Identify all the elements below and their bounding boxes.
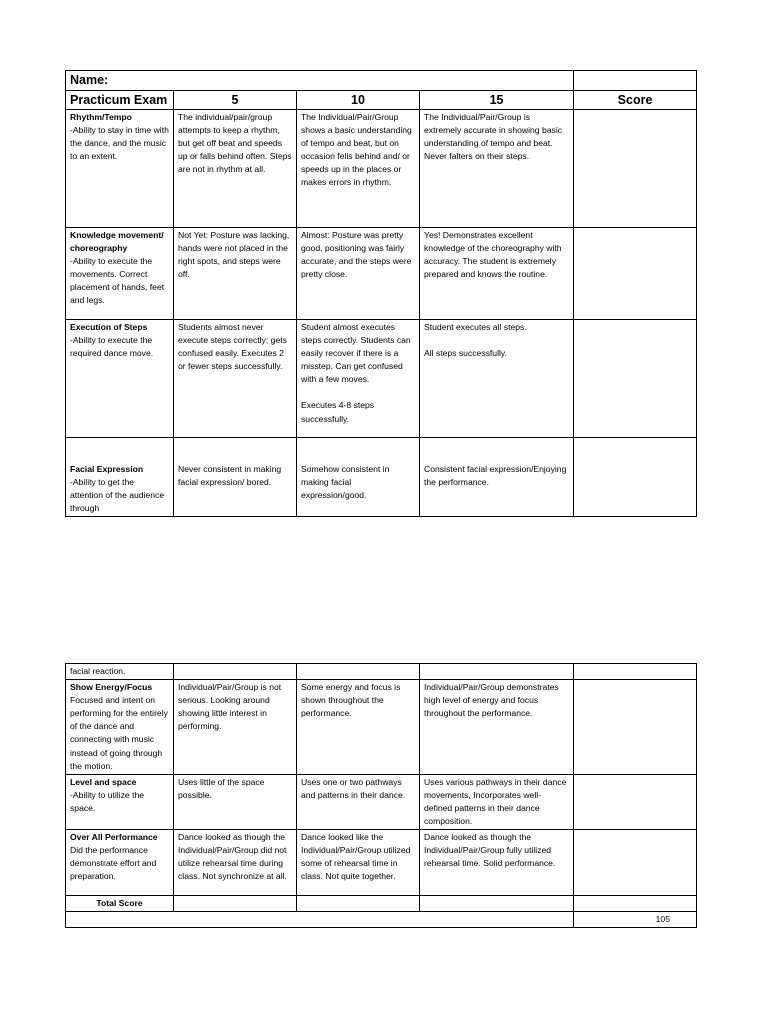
criterion-title: Rhythm/Tempo [70, 112, 132, 122]
level-10-cell: Dance looked like the Individual/Pair/Group utilized some of rehearsal time in class. Not quite together. [297, 830, 420, 896]
level-5-cell: Dance looked as though the Individual/Pair/Group did not utilize rehearsal time during class. Not synchronize at all. [174, 830, 297, 896]
criterion-cell [66, 680, 174, 775]
level-10-text-extra: Executes 4-8 steps successfully. [301, 400, 375, 424]
level-15-cell: Consistent facial expression/Enjoying the performance. [420, 438, 574, 517]
empty-cell [574, 664, 697, 680]
criterion-title: Knowledge movement/ choreography [70, 230, 164, 254]
empty-cell [174, 664, 297, 680]
score-cell [574, 774, 697, 829]
score-cell [574, 320, 697, 438]
level-5-cell: Uses little of the space possible. [174, 774, 297, 829]
continuation-row [66, 664, 697, 680]
level-15-cell: Individual/Pair/Group demonstrates high level of energy and focus throughout the performance. [420, 680, 574, 775]
level-5-cell: Never consistent in making facial expression/ bored. [174, 438, 297, 517]
total-label: Total Score [66, 896, 174, 912]
rubric-row-level-space [66, 774, 697, 829]
level-10-cell: Almost: Posture was pretty good, positioning was fairly accurate, and the steps were pretty close. [297, 228, 420, 320]
empty-cell [297, 896, 420, 912]
header-score: Score [574, 91, 697, 110]
criterion-desc: -Ability to stay in time with the dance, and the music to an extent. [70, 125, 169, 162]
name-row [66, 71, 697, 91]
level-10-cell: Some energy and focus is shown throughout the performance. [297, 680, 420, 775]
header-col-10: 10 [297, 91, 420, 110]
level-10-cell: Somehow consistent in making facial expression/good. [297, 438, 420, 517]
level-15-cell [420, 320, 574, 438]
name-score-cell [574, 71, 697, 91]
criterion-title: Execution of Steps [70, 322, 148, 332]
level-10-cell: Uses one or two pathways and patterns in their dance. [297, 774, 420, 829]
level-5-cell: The individual/pair/group attempts to keep a rhythm, but get off beat and speeds up or falls behind often. Steps are not in rhythm at all. [174, 110, 297, 228]
header-title: Practicum Exam [66, 91, 174, 110]
continuation-text: facial reaction. [66, 664, 174, 680]
criterion-desc: -Ability to execute the required dance move. [70, 335, 154, 359]
empty-cell [574, 896, 697, 912]
criterion-title: Level and space [70, 776, 137, 787]
empty-cell [420, 896, 574, 912]
criterion-desc: Did the performance demonstrate effort and preparation. [70, 845, 157, 882]
header-col-5: 5 [174, 91, 297, 110]
rubric-table-page2 [65, 663, 697, 928]
level-15-cell: Dance looked as though the Individual/Pair/Group fully utilized rehearsal time. Solid performance. [420, 830, 574, 896]
rubric-table-page1 [65, 70, 697, 517]
total-value-row [66, 912, 697, 928]
criterion-cell [66, 774, 174, 829]
criterion-title: Show Energy/Focus [70, 682, 153, 693]
score-cell [574, 438, 697, 517]
criterion-desc: -Ability to utilize the space. [70, 789, 145, 813]
criterion-cell [66, 320, 174, 438]
level-15-text-extra: All steps successfully. [424, 348, 507, 359]
score-cell [574, 830, 697, 896]
level-5-cell: Not Yet: Posture was lacking, hands were not placed in the right spots, and steps were off. [174, 228, 297, 320]
rubric-row-facial [66, 438, 697, 517]
criterion-cell [66, 228, 174, 320]
empty-cell [420, 664, 574, 680]
level-15-cell: Yes! Demonstrates excellent knowledge of the choreography with accuracy. The student is extremely prepared and knows the routine. [420, 228, 574, 320]
rubric-row-knowledge [66, 228, 697, 320]
rubric-row-rhythm [66, 110, 697, 228]
level-10-cell [297, 320, 420, 438]
criterion-title: Facial Expression [70, 464, 144, 474]
level-15-text: Student executes all steps. [424, 322, 527, 332]
rubric-row-execution [66, 320, 697, 438]
criterion-title: Over All Performance [70, 832, 158, 843]
level-10-text: Student almost executes steps correctly. Students can easily recover if there is a misstep. Can get confused with a few moves. [301, 322, 411, 385]
total-row [66, 896, 697, 912]
level-15-cell: The Individual/Pair/Group is extremely accurate in showing basic understanding of tempo and beat. Never falters on their steps. [420, 110, 574, 228]
empty-cell [297, 664, 420, 680]
level-15-cell: Uses various pathways in their dance movements, Incorporates well-defined patterns in their dance composition. [420, 774, 574, 829]
score-cell [574, 110, 697, 228]
criterion-cell [66, 438, 174, 517]
level-10-cell: The Individual/Pair/Group shows a basic understanding of tempo and beat, but on occasion fells behind and/ or speeds up in the places or makes errors in rhythm. [297, 110, 420, 228]
header-col-15: 15 [420, 91, 574, 110]
name-label: Name: [66, 71, 574, 91]
header-row [66, 91, 697, 110]
criterion-desc: Focused and intent on performing for the entirely of the dance and connecting with music instead of going through the motion. [70, 695, 168, 771]
criterion-cell [66, 110, 174, 228]
empty-cell [66, 912, 574, 928]
total-value: 105 [574, 912, 697, 928]
criterion-desc: -Ability to get the attention of the audience through [70, 477, 165, 514]
rubric-row-energy [66, 680, 697, 775]
empty-cell [174, 896, 297, 912]
level-5-cell: Students almost never execute steps correctly; gets confused easily. Executes 2 or fewer steps successfully. [174, 320, 297, 438]
score-cell [574, 680, 697, 775]
criterion-desc: -Ability to execute the movements. Correct placement of hands, feet and legs. [70, 256, 165, 306]
score-cell [574, 228, 697, 320]
criterion-cell [66, 830, 174, 896]
level-5-cell: Individual/Pair/Group is not serious. Looking around showing little interest in performing. [174, 680, 297, 775]
rubric-row-overall [66, 830, 697, 896]
